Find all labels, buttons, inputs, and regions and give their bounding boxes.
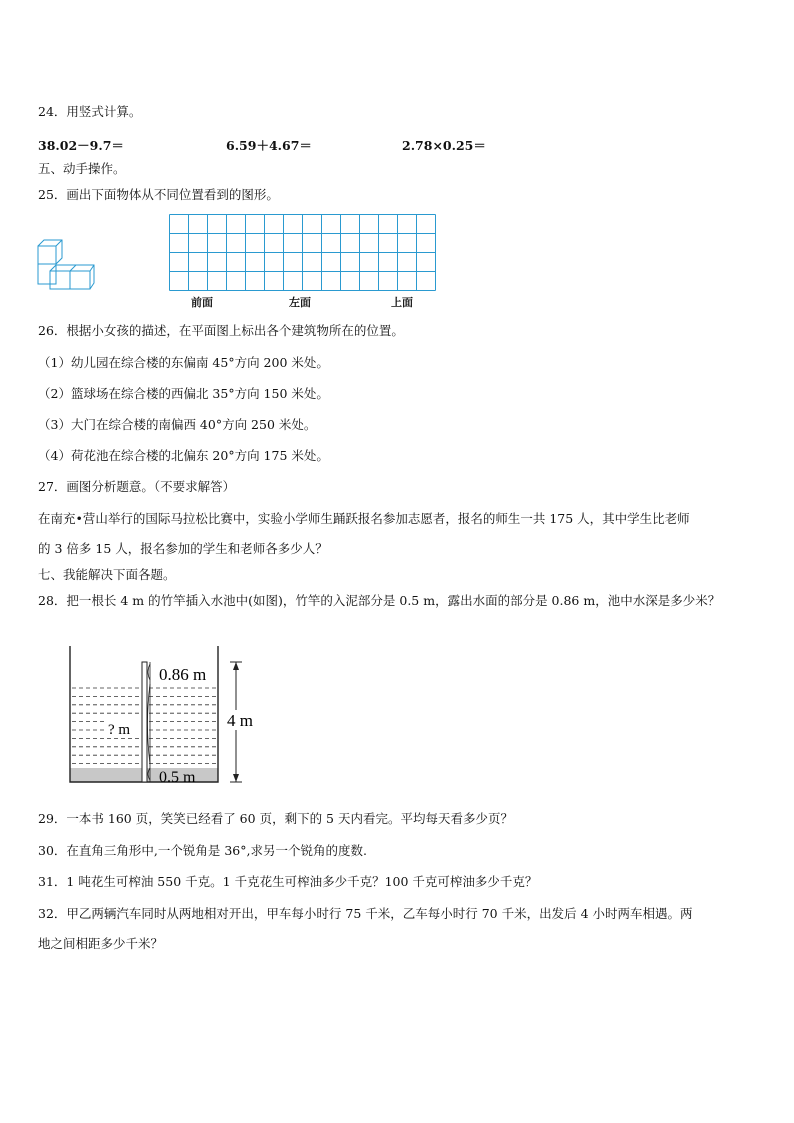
section-7-heading: 七、我能解决下面各题。 (38, 567, 176, 582)
q26-item-2: （2）篮球场在综合楼的西偏北 35°方向 150 米处。 (38, 386, 329, 401)
q31-text: 31．1 吨花生可榨油 550 千克。1 千克花生可榨油多少千克？100 千克可榨油多少千克？ (38, 874, 538, 889)
q30-text: 30．在直角三角形中,一个锐角是 36°,求另一个锐角的度数. (38, 843, 367, 858)
q24-expr-3: 2.78×0.25＝ (402, 138, 486, 153)
grid-label-top: 上面 (391, 296, 413, 309)
q26-item-4: （4）荷花池在综合楼的北偏东 20°方向 175 米处。 (38, 448, 329, 463)
pool-mud-label: 0.5 m (159, 769, 196, 786)
q32-text-1: 32．甲乙两辆汽车同时从两地相对开出，甲车每小时行 75 千米，乙车每小时行 70 千米，出发后 4 小时两车相遇。两 (38, 906, 693, 921)
q24-title: 24．用竖式计算。 (38, 104, 142, 119)
q26-item-1: （1）幼儿园在综合楼的东偏南 45°方向 200 米处。 (38, 355, 329, 370)
grid-label-front: 前面 (191, 296, 213, 309)
pool-figure (66, 644, 266, 786)
q26-title: 26．根据小女孩的描述，在平面图上标出各个建筑物所在的位置。 (38, 323, 404, 338)
q24-expr-1: 38.02－9.7＝ (38, 138, 124, 153)
cube-figure (36, 238, 100, 292)
q27-title: 27．画图分析题意。（不要求解答） (38, 479, 236, 494)
q27-text-2: 的 3 倍多 15 人，报名参加的学生和老师各多少人？ (38, 541, 328, 556)
q24-expr-2: 6.59＋4.67＝ (226, 138, 312, 153)
q32-text-2: 地之间相距多少千米？ (38, 936, 164, 951)
q27-text-1: 在南充•营山举行的国际马拉松比赛中，实验小学师生踊跃报名参加志愿者，报名的师生一共 175 人，其中学生比老师 (38, 511, 690, 526)
drawing-grid[interactable] (169, 214, 436, 291)
grid-label-left: 左面 (289, 296, 311, 309)
q26-item-3: （3）大门在综合楼的南偏西 40°方向 250 米处。 (38, 417, 317, 432)
q29-text: 29．一本书 160 页，笑笑已经看了 60 页，剩下的 5 天内看完。平均每天看多少页？ (38, 811, 513, 826)
section-5-heading: 五、动手操作。 (38, 161, 126, 176)
pool-total-label: 4 m (227, 711, 253, 730)
pool-water-label: ? m (108, 722, 131, 738)
pool-top-label: 0.86 m (159, 665, 207, 684)
q28-title: 28．把一根长 4 m 的竹竿插入水池中(如图)，竹竿的入泥部分是 0.5 m，露出水面的部分是 0.86 m，池中水深是多少米？ (38, 593, 721, 608)
q25-title: 25．画出下面物体从不同位置看到的图形。 (38, 187, 279, 202)
